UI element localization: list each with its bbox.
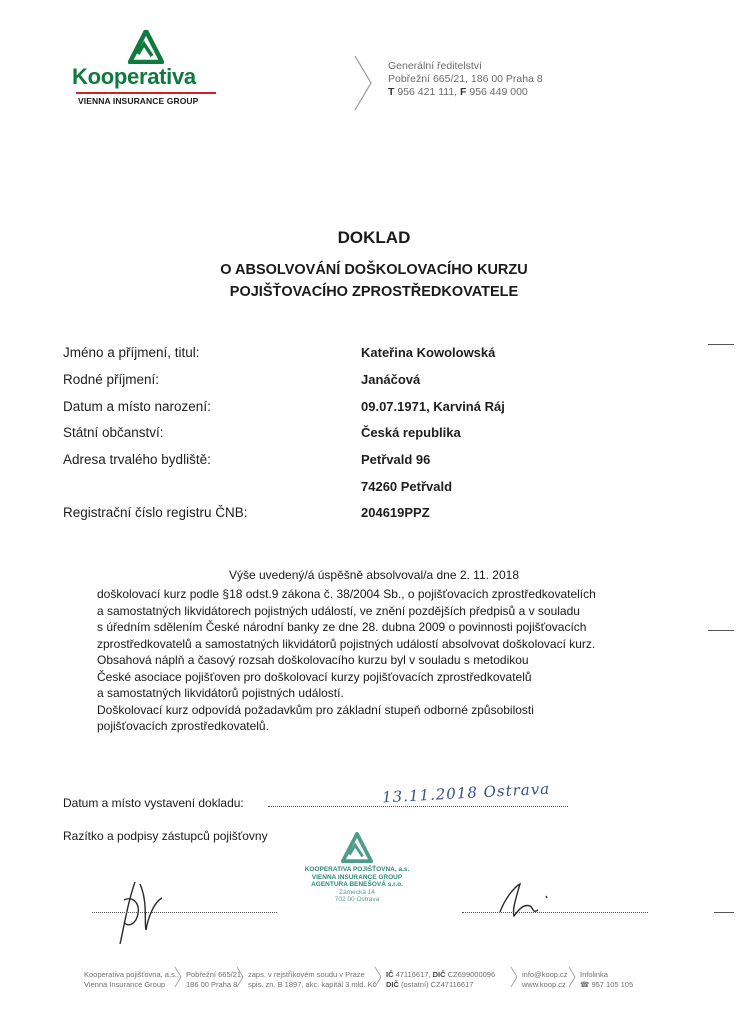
issue-date-label: Datum a místo vystavení dokladu: bbox=[63, 796, 244, 810]
field-label-citizenship: Státní občanství: bbox=[63, 425, 164, 440]
body-line: a samostatných likvidátorů pojistných událostí. bbox=[97, 686, 344, 700]
chevron-right-icon bbox=[352, 54, 374, 112]
signature-line-left bbox=[92, 912, 277, 913]
field-value-birth-date-place: 09.07.1971, Karviná Ráj bbox=[361, 399, 505, 414]
document-subtitle-1: O ABSOLVOVÁNÍ DOŠKOLOVACÍHO KURZU bbox=[220, 262, 528, 278]
logo-wordmark: Kooperativa bbox=[72, 64, 196, 89]
footer-chevron-icon bbox=[510, 966, 518, 988]
edge-mark bbox=[708, 630, 734, 631]
field-label-birth-surname: Rodné příjmení: bbox=[63, 372, 160, 387]
footer-chevron-icon bbox=[374, 966, 382, 988]
body-line: doškolovací kurz podle §18 odst.9 zákona č. 38/2004 Sb., o pojišťovacích zprostředkovatelích bbox=[97, 587, 596, 601]
footer-web bbox=[522, 970, 568, 990]
body-line: České asociace pojišťoven pro doškolovací kurzy pojišťovacích zprostředkovatelů bbox=[97, 669, 532, 684]
field-value-address-2: 74260 Petřvald bbox=[361, 479, 453, 494]
body-line: a samostatných likvidátorech pojistných událostí, ve znění pozdějších předpisů a v souladu bbox=[97, 603, 580, 618]
field-label-birth-date-place: Datum a místo narození: bbox=[63, 399, 211, 414]
field-value-birth-surname: Janáčová bbox=[361, 372, 421, 387]
footer-website[interactable]: www.koop.cz bbox=[522, 980, 566, 989]
footer-tax-ids: IČ 47116617, DIČ CZ699000096 DIČ (ostatní) CZ47116617 bbox=[386, 970, 496, 989]
footer-registry: zaps. v rejstříkovém soudu v Praze spis. zn. B 1897, akc. kapitál 3 mld. Kč bbox=[248, 970, 377, 989]
footer-address: Pobřežní 665/21, 186 00 Praha 8 bbox=[186, 970, 244, 989]
footer-chevron-icon bbox=[174, 966, 182, 988]
footer-chevron-icon bbox=[568, 966, 576, 988]
kooperativa-logo bbox=[72, 30, 222, 104]
field-label-address: Adresa trvalého bydliště: bbox=[63, 452, 211, 467]
body-first-line: Výše uvedený/á úspěšně absolvoval/a dne 2. 11. 2018 bbox=[229, 568, 519, 582]
address-line-2: Pobřežní 665/21, 186 00 Praha 8 bbox=[388, 73, 543, 85]
stamp-line: AGENTURA BENEŠOVÁ s.r.o. bbox=[311, 881, 403, 888]
issue-date-handwritten: 13.11.2018 Ostrava bbox=[381, 779, 551, 807]
stamp-line: KOOPERATIVA POJIŠŤOVNA, a.s. bbox=[304, 866, 410, 873]
issue-date-dotted-line bbox=[268, 806, 568, 807]
field-value-registration: 204619PPZ bbox=[361, 505, 430, 520]
phone-icon: ☎ bbox=[580, 980, 590, 989]
field-label-registration: Registrační číslo registru ČNB: bbox=[63, 505, 248, 520]
company-stamp bbox=[282, 832, 432, 932]
document-title: DOKLAD bbox=[337, 228, 411, 247]
body-paragraph bbox=[97, 586, 657, 735]
stamp-line: VIENNA INSURANCE GROUP bbox=[311, 873, 403, 881]
field-value-address-1: Petřvald 96 bbox=[361, 452, 431, 467]
edge-mark bbox=[714, 912, 734, 913]
body-line: pojišťovacích zprostředkovatelů. bbox=[97, 719, 269, 733]
stamp-signature-label: Razítko a podpisy zástupců pojišťovny bbox=[63, 829, 268, 843]
footer-chevron-icon bbox=[236, 966, 244, 988]
signature-right bbox=[490, 876, 560, 926]
stamp-line: Zámecká 14 bbox=[339, 888, 375, 896]
logo-divider bbox=[76, 92, 216, 94]
footer-company: Kooperativa pojišťovna, a.s., Vienna Insurance Group bbox=[84, 970, 179, 989]
field-value-name: Kateřina Kowolowská bbox=[361, 345, 496, 360]
logo-mark-icon bbox=[128, 30, 164, 64]
edge-mark bbox=[708, 344, 734, 345]
body-line: Obsahová náplň a časový rozsah doškolovacího kurzu byl v souladu s metodikou bbox=[97, 653, 529, 667]
stamp-logo-icon bbox=[340, 832, 374, 864]
body-line: zprostředkovatelů a samostatných likvidátorů pojistných událostí absolvovat doškolovací kurz. bbox=[97, 636, 596, 651]
body-line: Doškolovací kurz odpovídá požadavkům pro základní stupeň odborné způsobilosti bbox=[97, 702, 534, 717]
address-line-1: Generální ředitelství bbox=[388, 60, 482, 72]
footer-hotline: Infolinka ☎ 957 105 105 bbox=[580, 970, 634, 989]
signature-line-right bbox=[462, 912, 648, 913]
address-contact: T 956 421 111, F 956 449 000 bbox=[388, 86, 528, 98]
footer-email[interactable]: info@koop.cz bbox=[522, 970, 568, 979]
document-subtitle-2: POJIŠŤOVACÍHO ZPROSTŘEDKOVATELE bbox=[229, 284, 519, 300]
logo-group: VIENNA INSURANCE GROUP bbox=[78, 96, 199, 106]
field-label-name: Jméno a příjmení, titul: bbox=[63, 345, 200, 360]
header-address bbox=[388, 60, 543, 99]
field-value-citizenship: Česká republika bbox=[361, 425, 461, 440]
stamp-line: 702 00 Ostrava bbox=[334, 896, 380, 903]
body-line: s úředním sdělením České národní banky ze dne 28. dubna 2009 o povinnosti pojišťovacích bbox=[97, 620, 587, 634]
